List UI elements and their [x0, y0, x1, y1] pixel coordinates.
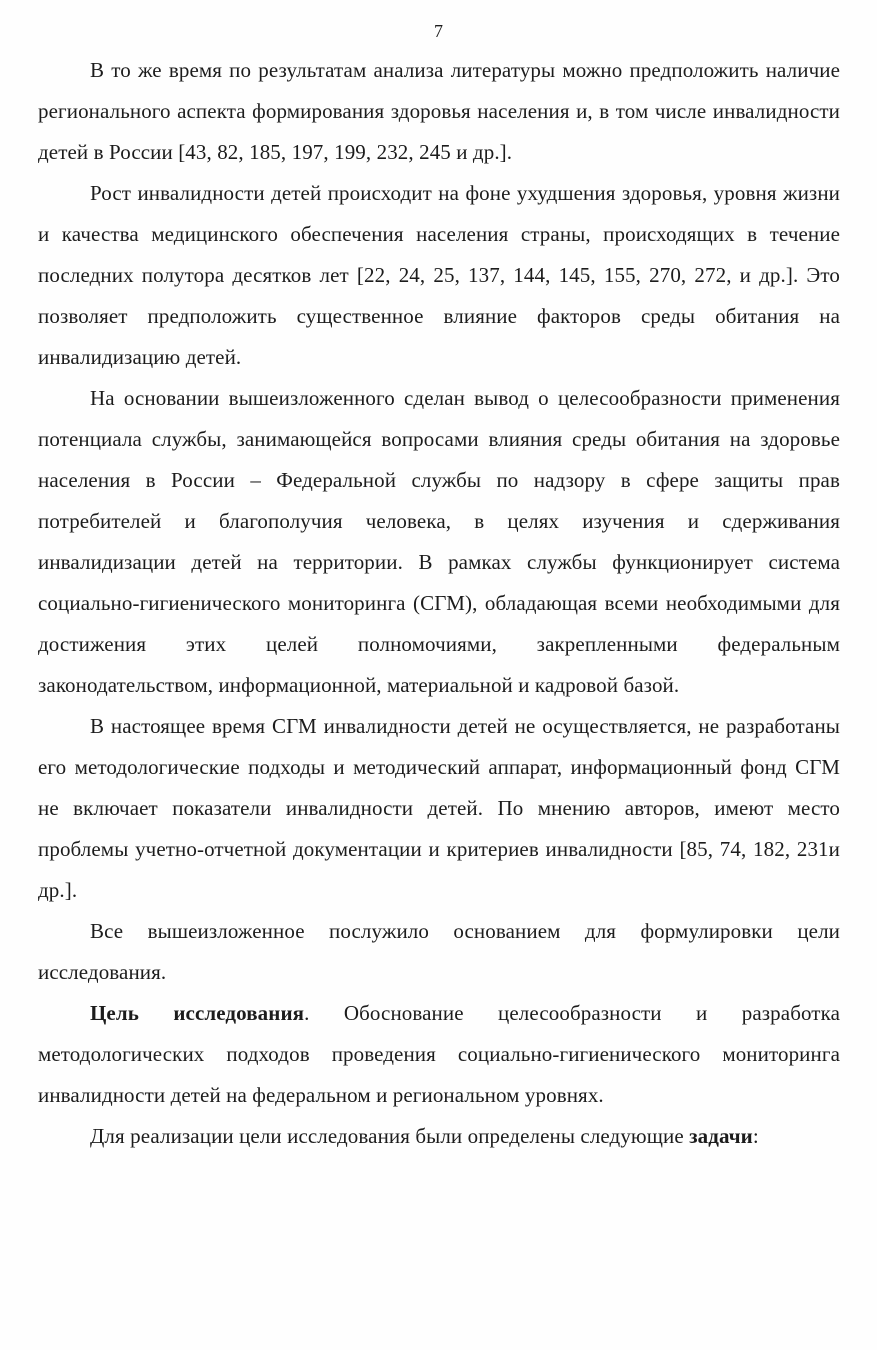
tasks-intro-text: Для реализации цели исследования были определены следующие	[90, 1124, 690, 1148]
research-goal-text: . Обоснование целесообразности и разработка методологических подходов проведения социально-гигиенического мониторинга инвалидности детей на федеральном и региональном уровнях.	[38, 1001, 840, 1107]
paragraph-service-potential: На основании вышеизложенного сделан вывод о целесообразности применения потенциала службы, занимающейся вопросами влияния среды обитания на здоровье населения в России – Федеральной службы по надзору в сфере защиты прав потребителей и благополучия человека, в целях изучения и сдерживания инвалидизации детей на территории. В рамках службы функционирует система социально-гигиенического мониторинга (СГМ), обладающая всеми необходимыми для достижения этих целей полномочиями, закрепленными федеральным законодательством, информационной, материальной и кадровой базой.	[38, 386, 840, 697]
body-text	[38, 50, 840, 1157]
paragraph-regional-aspect: В то же время по результатам анализа литературы можно предположить наличие регионального аспекта формирования здоровья населения и, в том числе инвалидности детей в России [43, 82, 185, 197, 199, 232, 245 и др.].	[38, 58, 840, 164]
paragraph-research-goal	[38, 993, 840, 1116]
tasks-colon: :	[752, 1124, 759, 1148]
paragraph-disability-growth: Рост инвалидности детей происходит на фоне ухудшения здоровья, уровня жизни и качества медицинского обеспечения населения страны, происходящих в течение последних полутора десятков лет [22, 24, 25, 137, 144, 145, 155, 270, 272, и др.]. Это позволяет предположить существенное влияние факторов среды обитания на инвалидизацию детей.	[38, 181, 840, 369]
paragraph-current-state: В настоящее время СГМ инвалидности детей не осуществляется, не разработаны его методологические подходы и методический аппарат, информационный фонд СГМ не включает показатели инвалидности детей. По мнению авторов, имеют место проблемы учетно-отчетной документации и критериев инвалидности [85, 74, 182, 231и др.].	[38, 714, 840, 902]
tasks-label: задачи	[689, 1124, 753, 1148]
page-number: 7	[434, 21, 443, 41]
paragraph-basis: Все вышеизложенное послужило основанием для формулировки цели исследования.	[38, 919, 840, 984]
research-goal-label: Цель исследования	[90, 1001, 305, 1025]
paragraph-tasks-intro	[38, 1116, 840, 1157]
